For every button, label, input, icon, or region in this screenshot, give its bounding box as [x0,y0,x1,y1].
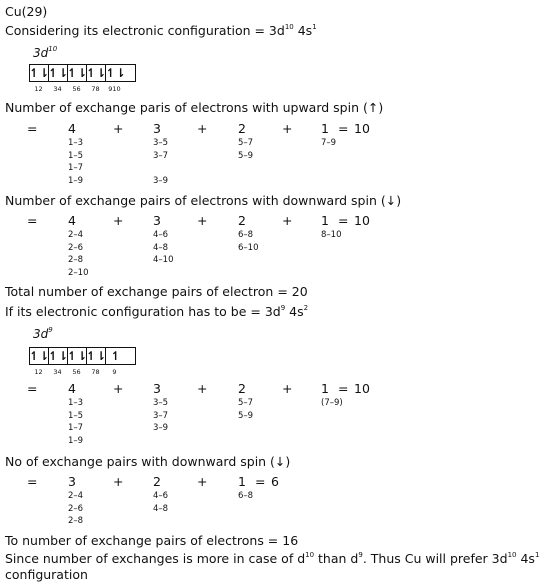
exchange-pair: 2–4 [68,230,84,240]
orbital-box-2 [29,347,136,365]
exchange-pair: 4–6 [153,491,169,501]
orbital-electron-label: 78 [91,85,100,93]
equation-term: 3 [153,121,161,136]
exchange-pair: 6–10 [238,242,259,253]
exchange-pair: 1–9 [68,175,84,186]
equation-term: 2 [238,381,246,396]
exchange-pair: 1–5 [68,150,84,161]
exchange-pair: 2–10 [68,267,89,278]
equation-term: 6 [271,474,279,489]
equation-term: = [27,381,38,396]
orbital-electron-label: 78 [91,368,100,376]
equation-term: + [197,213,208,228]
exchange-pair: 1–9 [68,435,84,446]
exchange-pair: 1–3 [68,398,84,408]
equation-term: 2 [238,213,246,228]
equation-term: 2 [238,121,246,136]
orbital-cell: ↿ [110,349,121,363]
equation-term: 2 [153,474,161,489]
conclusion-line-1: Since number of exchanges is more in case of $d^{10}$ than $d^9$. Thus Cu will prefer $3d^{10}$ $4s^1$ [5,551,539,566]
equation-term: 3 [153,213,161,228]
exchange-pair: 5–9 [238,150,254,161]
exchange-pair: 4–10 [153,255,174,265]
exchange-pair: 4–8 [153,242,169,253]
equation-term: + [282,213,293,228]
equation-term: 1 [238,474,246,489]
exchange-pair: 1–5 [68,410,84,421]
downward-spin-heading-2: No of exchange pairs with downward spin (↓) [5,454,291,469]
orbital-label-2: $3d^9$ [33,326,53,341]
orbital-cell: ↿⇂ [28,349,50,363]
orbital-electron-label: 34 [53,85,62,93]
equation-term: 4 [68,381,76,396]
exchange-pair: 3–5 [153,138,169,148]
exchange-pair: 4–6 [153,230,169,240]
orbital-electron-label: 9 [112,368,117,376]
equation-term: + [282,381,293,396]
equation-term: 3 [153,381,161,396]
orbital-cell: ↿⇂ [28,66,50,80]
equation-term: + [113,381,124,396]
exchange-pair: 4–8 [153,503,169,514]
exchange-pair: (7–9) [321,398,343,408]
conclusion-line-2: configuration [5,567,88,582]
exchange-pair: 3–9 [153,175,169,186]
config-line-2: If its electronic configuration has to be = $3d^9$ $4s^2$ [5,304,309,319]
orbital-labels-2 [29,368,124,376]
orbital-cell: ↿⇂ [66,349,88,363]
equation-term: = [27,121,38,136]
exchange-pair: 2–4 [68,491,84,501]
equation-term: = [338,381,349,396]
orbital-cell: ↿⇂ [85,349,107,363]
downward-spin-heading: Number of exchange pairs of electrons with downward spin (↓) [5,193,402,208]
exchange-pair: 1–3 [68,138,84,148]
equation-term: = [338,121,349,136]
equation-term: 10 [354,381,370,396]
equation-term: + [113,474,124,489]
orbital-box-1 [29,64,136,82]
equation-term: = [338,213,349,228]
orbital-label-1: $3d^{10}$ [33,45,58,60]
exchange-pair: 2–6 [68,503,84,514]
orbital-electron-label: 910 [108,85,121,93]
equation-term: + [197,381,208,396]
exchange-pair: 5–7 [238,138,254,148]
equation-term: = [255,474,266,489]
orbital-cell: ↿⇂ [47,349,69,363]
orbital-cell: ↿⇂ [66,66,88,80]
equation-term: 4 [68,121,76,136]
orbital-labels-1 [29,85,124,93]
exchange-pair: 6–8 [238,230,254,240]
orbital-electron-label: 34 [53,368,62,376]
exchange-pair: 3–5 [153,398,169,408]
equation-term: + [113,213,124,228]
equation-term: + [113,121,124,136]
exchange-pair: 2–6 [68,242,84,253]
equation-term: 10 [354,213,370,228]
equation-term: = [27,213,38,228]
equation-term: 3 [68,474,76,489]
exchange-pair: 2–8 [68,255,84,265]
equation-term: 1 [321,213,329,228]
equation-term: 1 [321,381,329,396]
orbital-electron-label: 12 [34,85,43,93]
orbital-cell: ↿⇂ [85,66,107,80]
orbital-cell: ↿⇂ [47,66,69,80]
exchange-pair: 1–7 [68,423,84,433]
orbital-electron-label: 56 [72,85,81,93]
total-line-1: Total number of exchange pairs of electron = 20 [5,284,308,299]
equation-term: + [197,474,208,489]
equation-term: + [197,121,208,136]
upward-spin-heading: Number of exchange paris of electrons with upward spin (↑) [5,100,384,115]
orbital-electron-label: 12 [34,368,43,376]
exchange-pair: 3–7 [153,410,169,421]
equation-term: 4 [68,213,76,228]
exchange-pair: 3–7 [153,150,169,161]
equation-term: = [27,474,38,489]
page-title: Cu(29) [5,4,48,19]
equation-term: 1 [321,121,329,136]
total-line-2: To number of exchange pairs of electrons = 16 [5,533,299,548]
exchange-pair: 5–9 [238,410,254,421]
exchange-pair: 3–9 [153,423,169,433]
orbital-electron-label: 56 [72,368,81,376]
exchange-pair: 1–7 [68,163,84,173]
exchange-pair: 7–9 [321,138,337,148]
exchange-pair: 6–8 [238,491,254,501]
orbital-cell: ↿⇂ [105,66,126,80]
exchange-pair: 8–10 [321,230,342,240]
exchange-pair: 2–8 [68,516,84,526]
exchange-pair: 5–7 [238,398,254,408]
equation-term: + [282,121,293,136]
config-line-1: Considering its electronic configuration = $3d^{10}$ $4s^1$ [5,23,317,38]
equation-term: 10 [354,121,370,136]
